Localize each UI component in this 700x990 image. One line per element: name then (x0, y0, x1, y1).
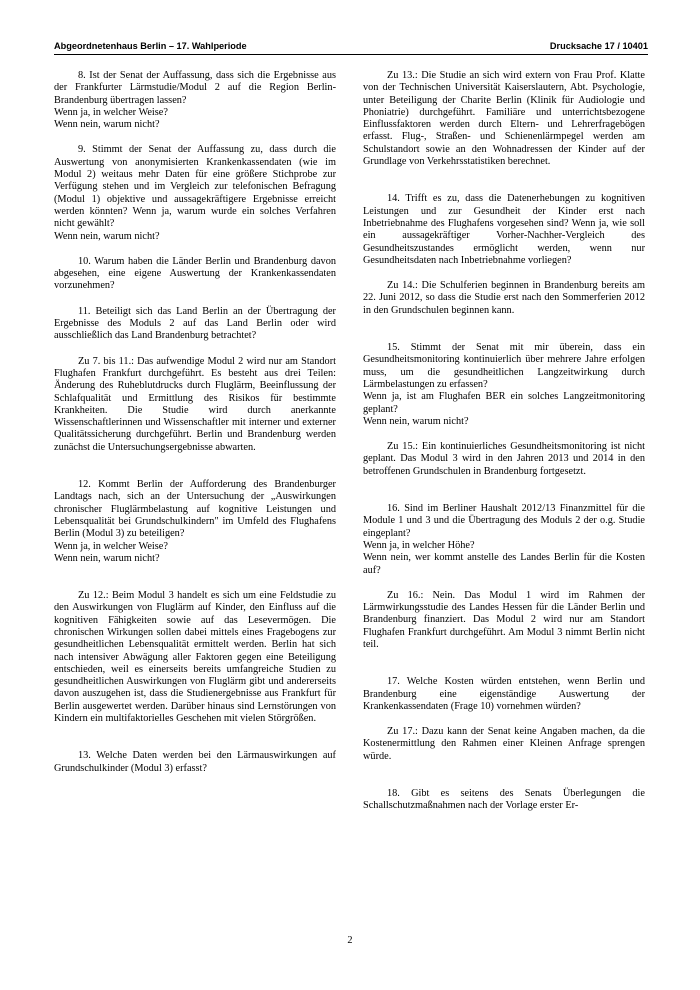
header-parliament: Abgeordnetenhaus Berlin – 17. Wahlperiode (54, 41, 247, 51)
question-14: 14. Trifft es zu, dass die Datenerhebungen zu kognitiven Leistungen und zur Gesundheit der Kinder erst nach Inbetriebnahme des Flughafens vorgesehen sind? Wenn ja, wie soll ein aussagekräftiger Vorher-Nachher-Vergleich des Gesundheitszustandes ermöglicht werden, wenn nur Gesundheitsdaten nach Inbetriebnahme vorliegen? (363, 193, 645, 266)
header-rule (54, 54, 648, 55)
answer-12: Zu 12.: Beim Modul 3 handelt es sich um eine Feldstudie zu den Auswirkungen von Fluglärm auf Kinder, den Einfluss auf die kognitiven Fähigkeiten sowie auf das Lesevermögen. Die chronischen Wirkungen sollen dabei mittels eines Fragebogens zur gesundheitlichen Lebensqualität ermittelt werden. Berlin hat sich nach intensiver Abwägung aller Faktoren gegen eine Beteiligung entschieden, weil es einerseits bereits umfangreiche Studien zu gesundheitlichen Auswirkungen von Fluglärm gibt und andererseits davon auszugehen ist, dass die Studienergebnisse aus Frankfurt für Berlin ausgewertet werden. Darüber hinaus sind Lernstörungen von Kindern ein multifaktorielles Geschehen mit vielen Störgrößen. (54, 590, 336, 725)
question-9: 9. Stimmt der Senat der Auffassung zu, dass durch die Auswertung von anonymisierten Krankenkassendaten (wie im Modul 2) weitaus mehr Daten für eine größere Stichprobe zur Verfügung stehen und im Vergleich zur telefonischen Befragung (Modul 1) objektive und aussagekräftigere Ergebnisse erreicht werden könnten? Wenn ja, warum wurde ein solches Verfahren nicht gewählt? Wenn nein, warum nicht? (54, 144, 336, 242)
answer-16: Zu 16.: Nein. Das Modul 1 wird im Rahmen der Lärmwirkungsstudie des Landes Hessen für die Länder Berlin und Brandenburg finanziert. Das Modul 2 wird nur am Standort Flughafen Frankfurt durchgeführt. Am Modul 3 nimmt Berlin nicht teil. (363, 589, 645, 650)
answer-13: Zu 13.: Die Studie an sich wird extern von Frau Prof. Klatte von der Technischen Universität Kaiserslautern, Abt. Psychologie, unter Beteiligung der Charite Berlin (Klinik für Audiologie und Phoniatrie) durchgeführt. Familiäre und unterrichtsbezogene Einflussfaktoren werden durch Eltern- und Lehrerfragebögen erfasst. Flug-, Straßen- und Schienenlärmpegel werden am Schulstandort sowie an den Wohnadressen der Kinder auf der Grundlage von Verkehrsstatistiken berechnet. (363, 70, 645, 168)
answer-17: Zu 17.: Dazu kann der Senat keine Angaben machen, da die Kostenermittlung den Rahmen einer Kleinen Anfrage sprengen würde. (363, 726, 645, 762)
header-document-number: Drucksache 17 / 10401 (549, 41, 648, 51)
answer-15: Zu 15.: Ein kontinuierliches Gesundheitsmonitoring ist nicht geplant. Das Modul 3 wird in den Jahren 2013 und 2014 in den betroffenen Grundschulen in Brandenburg fortgesetzt. (363, 441, 645, 477)
page-number: 2 (347, 935, 353, 946)
question-12: 12. Kommt Berlin der Aufforderung des Brandenburger Landtags nach, sich an der Untersuchung der „Auswirkungen chronischer Fluglärmbelastung auf kognitive Leistungen und Lebensqualität bei Grundschulkindern" im Umfeld des Flughafens Berlin (Modul 3) zu beteiligen? Wenn ja, in welcher Weise? Wenn nein, warum nicht? (54, 479, 336, 564)
question-18: 18. Gibt es seitens des Senats Überlegungen die Schallschutzmaßnahmen nach der Vorlage erster Er- (363, 788, 645, 812)
question-17: 17. Welche Kosten würden entstehen, wenn Berlin und Brandenburg eine eigenständige Auswertung der Krankenkassendaten (Frage 10) vornehmen würden? (363, 676, 645, 712)
question-13: 13. Welche Daten werden bei den Lärmauswirkungen auf Grundschulkinder (Modul 3) erfasst? (54, 750, 336, 774)
answer-14: Zu 14.: Die Schulferien beginnen in Brandenburg bereits am 22. Juni 2012, so dass die Studie erst nach den Sommerferien 2012 in den Grundschulen beginnen kann. (363, 280, 645, 316)
question-15: 15. Stimmt der Senat mit mir überein, dass ein Gesundheitsmonitoring kontinuierlich über mehrere Jahre erfolgen muss, um die gesundheitlichen Langzeitwirkung durch Lärmbelastungen zu erfassen? Wenn ja, ist am Flughafen BER ein solches Langzeitmonitoring geplant? Wenn nein, warum nicht? (363, 342, 645, 427)
question-11: 11. Beteiligt sich das Land Berlin an der Übertragung der Ergebnisse des Moduls 2 auf das Land Berlin oder wird ausschließlich das Land Brandenburg betrachtet? (54, 305, 336, 342)
page-header (54, 40, 648, 52)
question-16: 16. Sind im Berliner Haushalt 2012/13 Finanzmittel für die Module 1 und 3 und die Übertragung des Moduls 2 der o.g. Studie eingeplant? Wenn ja, in welcher Höhe? Wenn nein, wer kommt anstelle des Landes Berlin für die Kosten auf? (363, 503, 645, 576)
left-column (54, 70, 336, 775)
question-8: 8. Ist der Senat der Auffassung, dass sich die Ergebnisse aus der Frankfurter Lärmstudie/Modul 2 auf die Region Berlin-Brandenburg übertragen lassen? Wenn ja, in welcher Weise? Wenn nein, warum nicht? (54, 70, 336, 131)
answer-7-to-11: Zu 7. bis 11.: Das aufwendige Modul 2 wird nur am Standort Flughafen Frankfurt durchgeführt. Es besteht aus drei Teilen: Änderung des Ruheblutdrucks durch Fluglärm, Beeinflussung der Schlafqualität und Ermittlung des Risikos für bestimmte Krankheiten. Die Studie wird durch anerkannte Wissenschaftlerinnen und Wissenschaftler mit interner und externer Qualitätssicherung durchgeführt. Berlin und Brandenburg werden zunächst die Untersuchungsergebnisse abwarten. (54, 355, 336, 453)
question-10: 10. Warum haben die Länder Berlin und Brandenburg davon abgesehen, eine eigene Auswertung der Krankenkassendaten vorzunehmen? (54, 255, 336, 292)
right-column (363, 70, 645, 813)
